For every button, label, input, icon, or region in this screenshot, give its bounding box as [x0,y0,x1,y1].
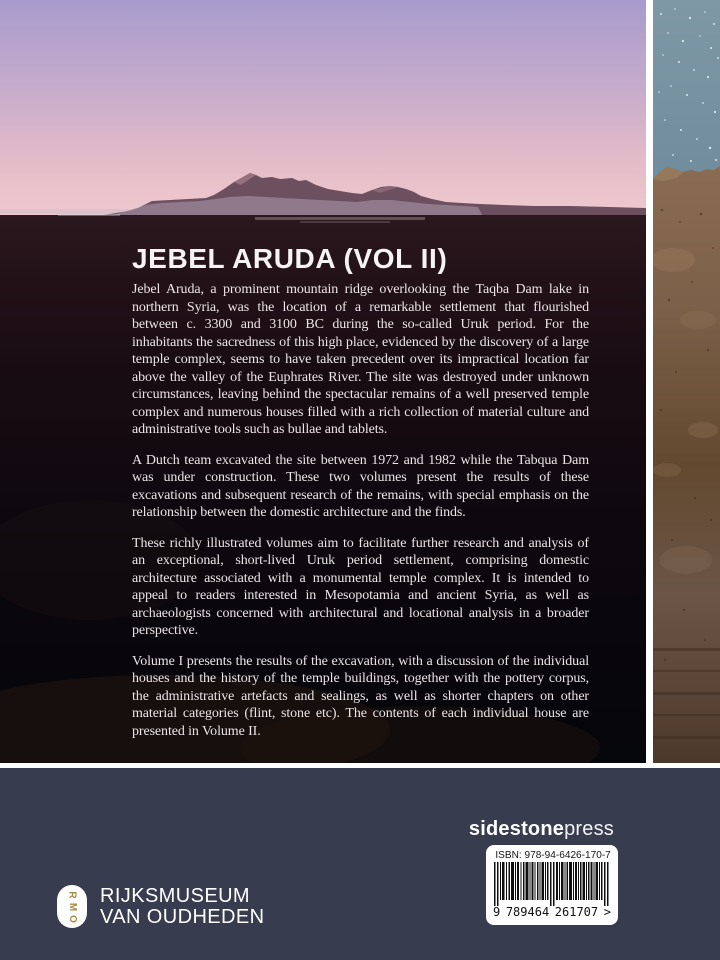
barcode-group1: 789464 [505,905,550,919]
blurb-paragraph: Volume I presents the results of the excavation, with a discussion of the individual houses and the history of the temple buildings, together with the pottery corpus, the administrative artefacts and sealings, as well as shorter chapters on other material categories (flint, stone etc). The contents of each individual house are presented in Volume II. [132,653,589,739]
museum-name-line1: RIJKSMUSEUM [100,884,250,907]
museum-name [100,886,264,928]
barcode-lead-digit: 9 [493,905,501,919]
barcode-digits [493,906,611,919]
barcode-bars [494,862,610,906]
strip-photo-illustration [653,0,720,763]
blurb-paragraph: These richly illustrated volumes aim to facilitate further research and analysis of an exceptional, short-lived Uruk period settlement, comprising domestic architecture associated with a monumental temple complex. It is intended to appeal to readers interested in Mesopotamia and ancient Syria, as well as archaeologists concerned with architectural and locational analysis in a broader perspective. [132,535,589,639]
back-cover-text [132,244,589,753]
blurb-paragraph: A Dutch team excavated the site between 1972 and 1982 while the Tabqua Dam was under construction. These two volumes present the results of these excavations and subsequent research of the remains, with special emphasis on the relationship between the domestic architecture and the finds. [132,452,589,521]
front-cover-edge-photo [653,0,720,763]
sidestone-press-logo [469,818,614,841]
isbn-barcode [486,845,618,925]
publisher-name-light: press [564,818,614,840]
monogram-letter-m: M [67,902,78,911]
publisher-band [0,768,720,960]
rijksmuseum-logo [57,885,264,928]
isbn-label: ISBN: 978-94-6426-170-7 [495,849,611,861]
book-title: JEBEL ARUDA (VOL II) [132,243,448,274]
blurb-paragraph: Jebel Aruda, a prominent mountain ridge overlooking the Taqba Dam lake in northern Syria, was the location of a remarkable settlement that flourished between c. 3300 and 3100 BC during the so-called Uruk period. For the inhabitants the sacredness of this high place, evidenced by the discovery of a large temple complex, seems to have taken precedent over its impractical location far above the valley of the Euphrates River. The site was destroyed under unknown circumstances, leaving behind the spectacular remains of a well preserved temple complex and numerous houses filled with a rich collection of material culture and administrative tools such as bullae and tablets. [132,282,589,438]
barcode-arrow: > [603,905,611,919]
publisher-name-bold: sidestone [468,818,565,840]
rmo-monogram-icon [57,885,87,928]
museum-name-line2: VAN OUDHEDEN [100,905,265,928]
monogram-letter-o: O [67,914,78,923]
barcode-group2: 261707 [554,905,599,919]
monogram-letter-r: R [66,890,78,899]
